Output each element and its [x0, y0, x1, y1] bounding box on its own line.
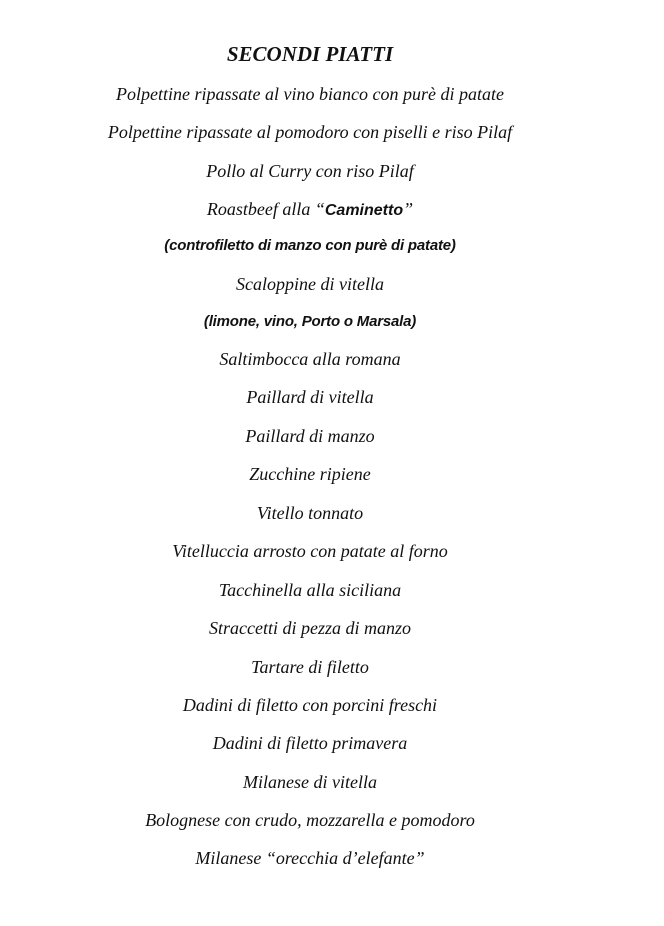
- menu-item: Paillard di manzo: [245, 426, 375, 446]
- menu-item: Vitelluccia arrosto con patate al forno: [172, 541, 448, 561]
- menu-item: Polpettine ripassate al pomodoro con piselli e riso Pilaf: [107, 122, 513, 142]
- menu-item: Milanese “orecchia d’elefante”: [195, 848, 425, 868]
- menu-item: Zucchine ripiene: [249, 464, 371, 484]
- menu-item: Bolognese con crudo, mozzarella e pomodoro: [145, 810, 475, 830]
- menu-item: Straccetti di pezza di manzo: [209, 618, 411, 638]
- menu-item-note: (controfiletto di manzo con purè di patate): [164, 237, 456, 254]
- menu-item: Pollo al Curry con riso Pilaf: [206, 161, 414, 181]
- section-title: SECONDI PIATTI: [226, 42, 394, 66]
- menu-item: Scaloppine di vitella: [236, 274, 384, 294]
- menu-item: Paillard di vitella: [246, 387, 374, 407]
- menu-item-bold-name: Caminetto: [324, 202, 404, 219]
- menu-item: Polpettine ripassate al vino bianco con purè di patate: [116, 84, 504, 104]
- menu-item: Dadini di filetto con porcini freschi: [182, 695, 438, 715]
- menu-item-prefix: Roastbeef alla “: [206, 199, 325, 219]
- menu-item: Vitello tonnato: [256, 503, 364, 523]
- menu-item-roastbeef: [0, 198, 620, 222]
- menu-item: Saltimbocca alla romana: [219, 349, 401, 369]
- menu-item: Dadini di filetto primavera: [212, 733, 408, 753]
- menu-item: Milanese di vitella: [243, 772, 377, 792]
- menu-item: Tacchinella alla siciliana: [218, 580, 402, 600]
- menu-item: Tartare di filetto: [251, 657, 369, 677]
- menu-item-suffix: ”: [403, 199, 414, 219]
- menu-item-note: (limone, vino, Porto o Marsala): [203, 313, 417, 330]
